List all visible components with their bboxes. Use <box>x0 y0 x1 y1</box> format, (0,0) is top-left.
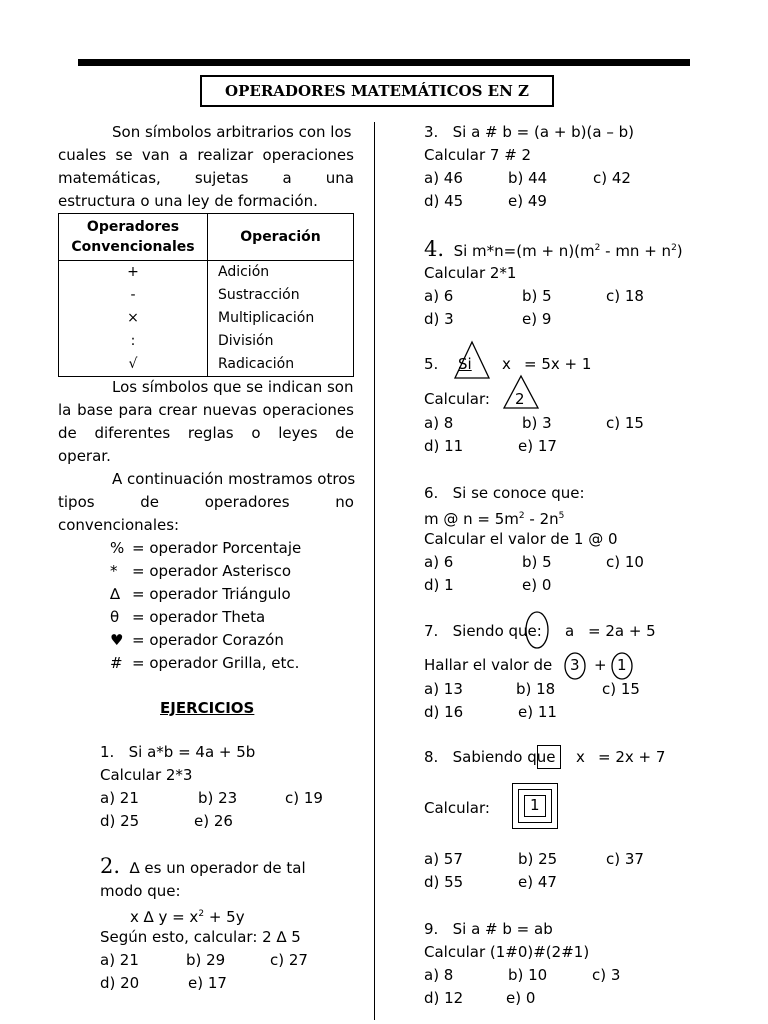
exercise-6-question: Calcular el valor de 1 @ 0 <box>424 530 618 548</box>
para2-line-3: de diferentes reglas o leyes de <box>58 424 354 442</box>
page-title: OPERADORES MATEMÁTICOS EN Z <box>200 75 554 107</box>
exercise-1-statement: 1. Si a*b = 4a + 5b <box>100 743 256 761</box>
intro-line-4: estructura o una ley de formación. <box>58 192 318 210</box>
exercise-2-definition: x ∆ $y = x^2 + 5y$ <box>130 908 245 926</box>
ops-list-item: ♥ = operador Corazón <box>110 631 284 649</box>
square-operator-icon <box>537 745 561 769</box>
exercise-3-question: Calcular 7 # 2 <box>424 146 532 164</box>
intro-line-2: cuales se van a realizar operaciones <box>58 146 354 164</box>
exercise-5-statement: 5. Si x = 5x + 1 <box>424 355 592 373</box>
exercise-7-value-2: 1 <box>617 656 627 674</box>
ejercicios-heading: EJERCICIOS <box>160 699 255 717</box>
table-row: √ Radicación <box>59 353 354 377</box>
ops-list-item: * = operador Asterisco <box>110 562 292 580</box>
exercise-2-statement: 2. ∆ es un operador de tal <box>100 854 306 878</box>
exercise-6-statement: 6. Si se conoce que: <box>424 484 585 502</box>
column-divider <box>374 122 375 1020</box>
exercise-3-statement: 3. Si a # b = (a + b)(a – b) <box>424 123 634 141</box>
exercise-9-question: Calcular (1#0)#(2#1) <box>424 943 590 961</box>
para2-line-1: Los símbolos que se indican son <box>112 378 354 396</box>
intro-line-3: matemáticas, sujetas a una <box>58 169 354 187</box>
intro-line-1: Son símbolos arbitrarios con los <box>112 123 352 141</box>
exercise-6-definition: m @ $n = 5m^2 - 2n^5$ <box>424 510 565 528</box>
exercise-7-value-1: 3 <box>570 656 580 674</box>
para2-line-2: la base para crear nuevas operaciones <box>58 401 354 419</box>
top-rule <box>78 59 690 66</box>
ops-list-item: # = operador Grilla, etc. <box>110 654 300 672</box>
exercise-8-statement: 8. Sabiendo que x = 2x + 7 <box>424 748 666 766</box>
operators-table <box>58 213 354 377</box>
table-header-operators: Operadores Convencionales <box>59 214 208 261</box>
exercise-4-question: Calcular 2*1 <box>424 264 517 282</box>
exercise-8-square-value: 1 <box>530 796 540 814</box>
exercise-2-question: Según esto, calcular: 2 ∆ 5 <box>100 928 301 946</box>
exercise-4-statement: 4. Si $m*n=(m + n)(m^2$ - mn + $n^2$) <box>424 237 683 261</box>
exercise-5-calc-label: Calcular: <box>424 390 490 408</box>
table-header-operation: Operación <box>208 214 354 261</box>
exercise-8-calc-label: Calcular: <box>424 799 490 817</box>
exercise-2-line-2: modo que: <box>100 882 181 900</box>
triangle-operator-icon <box>452 340 492 380</box>
exercise-7-plus: + <box>594 656 607 674</box>
para2-line-7: convencionales: <box>58 516 180 534</box>
para2-line-6: tipos de operadores no <box>58 493 354 511</box>
exercise-7-statement: 7. Siendo que: a = 2a + 5 <box>424 622 656 640</box>
exercise-9-statement: 9. Si a # b = ab <box>424 920 553 938</box>
table-row: + Adición <box>59 261 354 285</box>
ops-list-item: ∆ = operador Triángulo <box>110 585 291 603</box>
table-row: - Sustracción <box>59 284 354 307</box>
exercise-5-triangle-value: 2 <box>515 390 525 408</box>
ops-list-item: θ = operador Theta <box>110 608 266 626</box>
circle-operator-icon <box>524 610 550 650</box>
table-row: : División <box>59 330 354 353</box>
exercise-7-question: Hallar el valor de <box>424 656 553 674</box>
table-row: × Multiplicación <box>59 307 354 330</box>
para2-line-5: A continuación mostramos otros <box>112 470 356 488</box>
ops-list-item: % = operador Porcentaje <box>110 539 302 557</box>
para2-line-4: operar. <box>58 447 111 465</box>
exercise-1-question: Calcular 2*3 <box>100 766 193 784</box>
